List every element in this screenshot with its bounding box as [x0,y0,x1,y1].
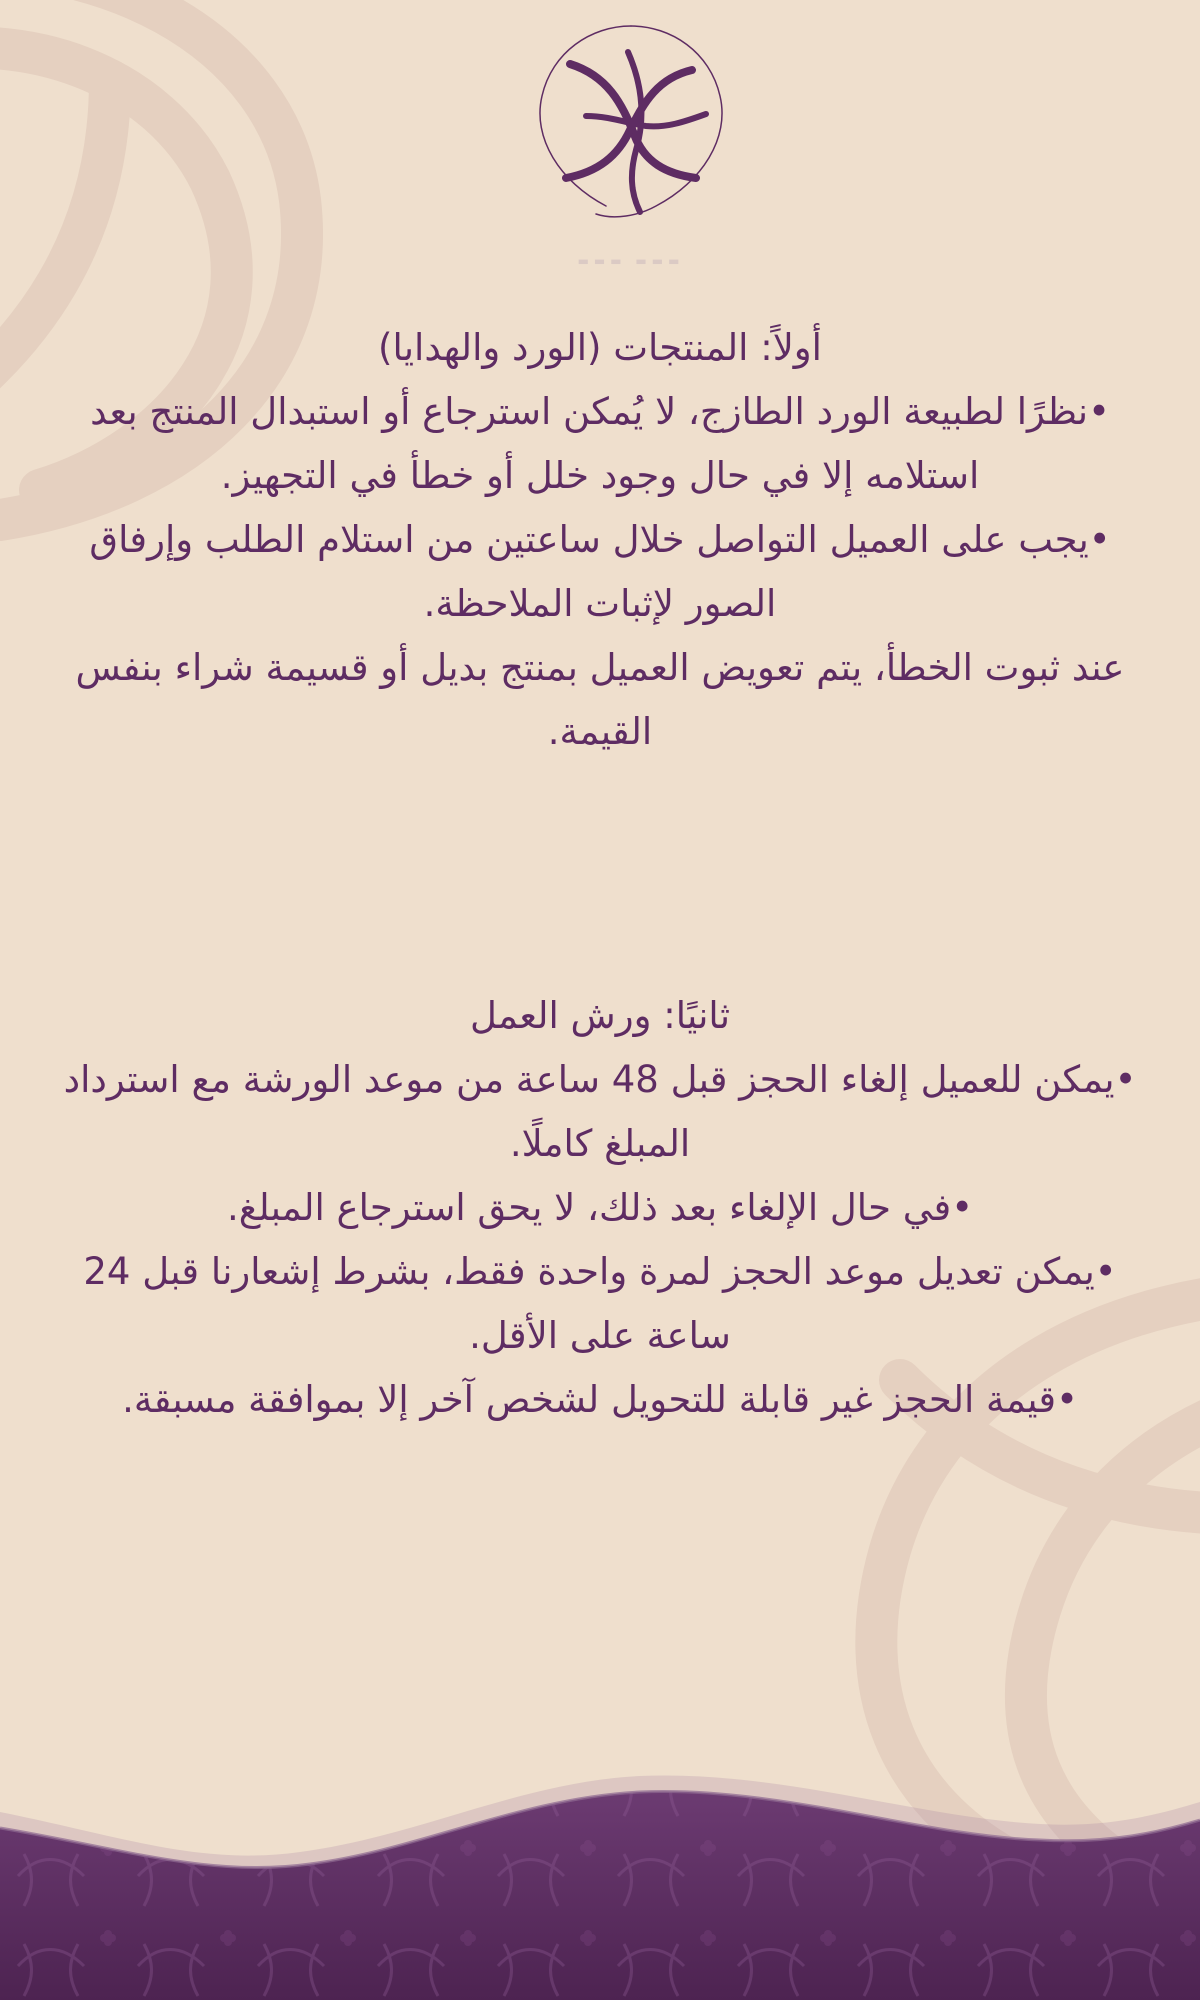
logo [526,18,736,268]
workshops-policy-line: •يمكن للعميل إلغاء الحجز قبل 48 ساعة من موعد الورشة مع استرداد [63,1058,1137,1101]
products-policy-line: الصور لإثبات الملاحظة. [423,582,777,625]
products-policy-line: عند ثبوت الخطأ، يتم تعويض العميل بمنتج بديل أو قسيمة شراء بنفس [75,646,1125,689]
workshops-policy-line: ساعة على الأقل. [469,1314,731,1357]
floral-knot-logo-icon [526,18,736,228]
workshops-policy-heading: ثانيًا: ورش العمل [469,994,730,1037]
workshops-policy-line: •يمكن تعديل موعد الحجز لمرة واحدة فقط، بشرط إشعارنا قبل 24 [83,1250,1117,1293]
logo-caption: ▬▬▬ ▬▬▬ [577,254,685,268]
products-policy-line: •نظرًا لطبيعة الورد الطازج، لا يُمكن استرجاع أو استبدال المنتج بعد [90,390,1110,433]
products-policy-line: القيمة. [547,710,653,753]
products-policy-line: •يجب على العميل التواصل خلال ساعتين من استلام الطلب وإرفاق [89,518,1111,561]
workshops-policy-line: •في حال الإلغاء بعد ذلك، لا يحق استرجاع المبلغ. [226,1186,974,1229]
bottom-ribbon-decoration [0,1740,1200,2000]
products-policy-heading: أولاً: المنتجات (الورد والهدايا) [378,326,822,369]
workshops-policy-line: المبلغ كاملًا. [509,1122,691,1165]
products-policy-section [0,316,1200,764]
products-policy-line: استلامه إلا في حال وجود خلل أو خطأ في التجهيز. [220,454,980,497]
workshops-policy-section [0,984,1200,1432]
workshops-policy-line: •قيمة الحجز غير قابلة للتحويل لشخص آخر إلا بموافقة مسبقة. [122,1378,1078,1421]
